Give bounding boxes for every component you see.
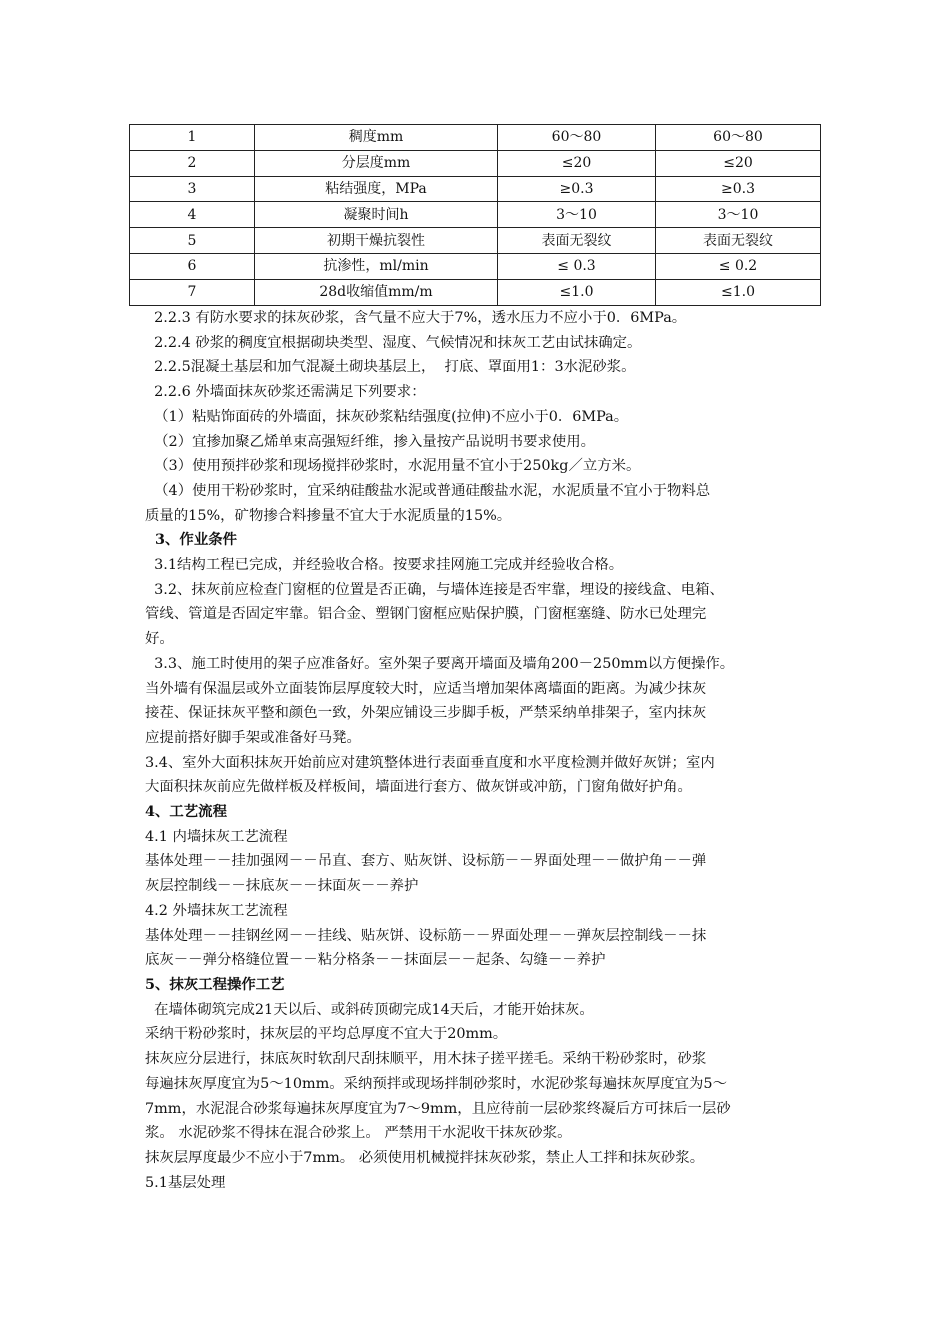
text-line: 每遍抹灰厚度宜为5～10mm。采纳预拌或现场拌制砂浆时，水泥砂浆每遍抹灰厚度宜为5～ bbox=[145, 1075, 727, 1092]
text-line: （3）使用预拌砂浆和现场搅拌砂浆时，水泥用量不宜小于250kg／立方米。 bbox=[145, 458, 641, 475]
table-cell: 3～10 bbox=[656, 202, 821, 228]
table-cell: 60～80 bbox=[498, 125, 656, 151]
text-line: 在墙体砌筑完成21天以后、或斜砖顶砌完成14天后，才能开始抹灰。 bbox=[145, 1001, 594, 1018]
table-cell: 3～10 bbox=[498, 202, 656, 228]
table-cell: 抗渗性，ml/min bbox=[255, 253, 498, 279]
table-cell: 2 bbox=[130, 150, 255, 176]
text-line: 2.2.3 有防水要求的抹灰砂浆，含气量不应大于7%，透水压力不应小于0．6MPa。 bbox=[145, 310, 687, 326]
section-heading: 4、工艺流程 bbox=[145, 803, 227, 821]
text-line: （2）宜掺加聚乙烯单束高强短纤维，掺入量按产品说明书要求使用。 bbox=[145, 433, 596, 450]
table-cell: ≤ 0.3 bbox=[498, 253, 656, 279]
text-line: 2.2.6 外墙面抹灰砂浆还需满足下列要求： bbox=[145, 384, 426, 401]
table-cell: ≤ 0.2 bbox=[656, 253, 821, 279]
body-text bbox=[145, 306, 817, 1195]
text-line: 管线、管道是否固定牢靠。铝合金、塑钢门窗框应贴保护膜，门窗框塞缝、防水已处理完 bbox=[145, 606, 707, 623]
table-row bbox=[130, 228, 821, 254]
text-line: 接茬、保证抹灰平整和颜色一致，外架应铺设三步脚手板，严禁采纳单排架子，室内抹灰 bbox=[145, 705, 707, 722]
text-line: 5.1基层处理 bbox=[145, 1174, 226, 1191]
text-line: （1）粘贴饰面砖的外墙面，抹灰砂浆粘结强度(拉伸)不应小于0．6MPa。 bbox=[145, 408, 629, 425]
text-line: 抹灰层厚度最少不应小于7mm。 必须使用机械搅拌抹灰砂浆，禁止人工拌和抹灰砂浆。 bbox=[145, 1149, 705, 1166]
table-row bbox=[130, 125, 821, 151]
text-line: 2.2.4 砂浆的稠度宜根据砌块类型、湿度、气候情况和抹灰工艺由试抹确定。 bbox=[145, 334, 642, 351]
mortar-spec-table bbox=[129, 124, 821, 306]
text-line: 底灰－－弹分格缝位置－－粘分格条－－抹面层－－起条、勾缝－－养护 bbox=[145, 952, 606, 969]
text-line: 好。 bbox=[145, 631, 174, 648]
table-row bbox=[130, 176, 821, 202]
table-cell: 表面无裂纹 bbox=[498, 228, 656, 254]
table-cell: 5 bbox=[130, 228, 255, 254]
table-cell: 1 bbox=[130, 125, 255, 151]
table-cell: 凝聚时间h bbox=[255, 202, 498, 228]
text-line: 浆。 水泥砂浆不得抹在混合砂浆上。 严禁用干水泥收干抹灰砂浆。 bbox=[145, 1125, 572, 1142]
table-row bbox=[130, 150, 821, 176]
section-heading: 3、作业条件 bbox=[145, 531, 237, 549]
table-cell: ≤20 bbox=[498, 150, 656, 176]
text-line: 采纳干粉砂浆时，抹灰层的平均总厚度不宜大于20mm。 bbox=[145, 1026, 508, 1043]
table-row bbox=[130, 279, 821, 305]
text-line: 4.2 外墙抹灰工艺流程 bbox=[145, 902, 288, 919]
table-cell: 初期干燥抗裂性 bbox=[255, 228, 498, 254]
text-line: 7mm，水泥混合砂浆每遍抹灰厚度宜为7～9mm，且应待前一层砂浆终凝后方可抹后一层砂 bbox=[145, 1100, 731, 1117]
text-line: 3.1结构工程已完成，并经验收合格。按要求挂网施工完成并经验收合格。 bbox=[145, 557, 624, 574]
table-cell: ≥0.3 bbox=[656, 176, 821, 202]
text-line: 3.2、抹灰前应检查门窗框的位置是否正确，与墙体连接是否牢靠，埋设的接线盒、电箱、 bbox=[145, 581, 724, 598]
table-row bbox=[130, 202, 821, 228]
text-line: 当外墙有保温层或外立面装饰层厚度较大时，应适当增加架体离墙面的距离。为减少抹灰 bbox=[145, 680, 707, 697]
text-line: 灰层控制线－－抹底灰－－抹面灰－－养护 bbox=[145, 878, 419, 895]
table-cell: 表面无裂纹 bbox=[656, 228, 821, 254]
table-cell: 7 bbox=[130, 279, 255, 305]
text-line: 基体处理－－挂加强网－－吊直、套方、贴灰饼、设标筋－－界面处理－－做护角－－弹 bbox=[145, 853, 707, 870]
text-line: 应提前搭好脚手架或准备好马凳。 bbox=[145, 729, 361, 746]
table-row bbox=[130, 253, 821, 279]
text-line: 3.4、室外大面积抹灰开始前应对建筑整体进行表面垂直度和水平度检测并做好灰饼；室内 bbox=[145, 754, 715, 771]
table-cell: ≤20 bbox=[656, 150, 821, 176]
text-line: 抹灰应分层进行，抹底灰时软刮尺刮抹顺平，用木抹子搓平搓毛。采纳干粉砂浆时，砂浆 bbox=[145, 1051, 707, 1068]
table-cell: ≤1.0 bbox=[656, 279, 821, 305]
text-line: （4）使用干粉砂浆时，宜采纳硅酸盐水泥或普通硅酸盐水泥，水泥质量不宜小于物料总 bbox=[145, 482, 711, 499]
spec-table-body bbox=[130, 125, 821, 306]
table-cell: 6 bbox=[130, 253, 255, 279]
table-cell: 粘结强度，MPa bbox=[255, 176, 498, 202]
text-line: 4.1 内墙抹灰工艺流程 bbox=[145, 828, 288, 845]
table-cell: 3 bbox=[130, 176, 255, 202]
text-line: 大面积抹灰前应先做样板及样板间，墙面进行套方、做灰饼或冲筋，门窗角做好护角。 bbox=[145, 779, 692, 796]
table-cell: 稠度mm bbox=[255, 125, 498, 151]
text-line: 质量的15%，矿物掺合料掺量不宜大于水泥质量的15%。 bbox=[145, 507, 512, 524]
table-cell: 分层度mm bbox=[255, 150, 498, 176]
text-line: 2.2.5混凝土基层和加气混凝土砌块基层上， 打底、罩面用1：3水泥砂浆。 bbox=[145, 359, 636, 376]
table-cell: 28d收缩值mm/m bbox=[255, 279, 498, 305]
table-cell: 4 bbox=[130, 202, 255, 228]
table-cell: ≥0.3 bbox=[498, 176, 656, 202]
table-cell: ≤1.0 bbox=[498, 279, 656, 305]
table-cell: 60～80 bbox=[656, 125, 821, 151]
text-line: 3.3、施工时使用的架子应准备好。室外架子要离开墙面及墙角200－250mm以方便操作。 bbox=[145, 655, 735, 672]
section-heading: 5、抹灰工程操作工艺 bbox=[145, 975, 285, 993]
text-line: 基体处理－－挂钢丝网－－挂线、贴灰饼、设标筋－－界面处理－－弹灰层控制线－－抹 bbox=[145, 927, 707, 944]
